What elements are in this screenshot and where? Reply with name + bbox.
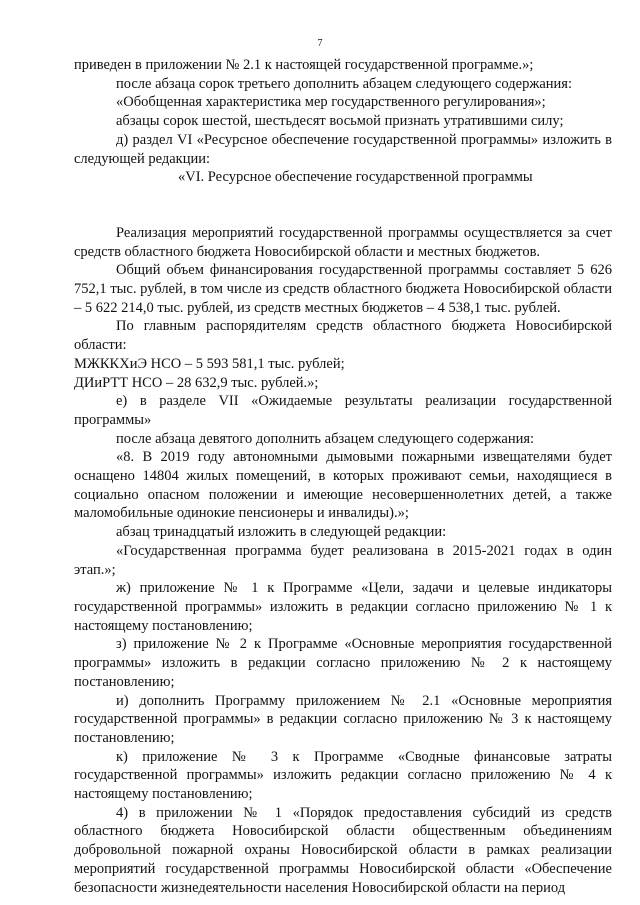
- paragraph: д) раздел VI «Ресурсное обеспечение государственной программы» изложить в следующей редакции:: [74, 131, 612, 167]
- paragraph: «Обобщенная характеристика мер государственного регулирования»;: [116, 94, 546, 111]
- paragraph: «8. В 2019 году автономными дымовыми пожарными извещателями будет оснащено 14804 жилых помещений, в которых проживают семьи, находящиеся в социально опасном положении и имеющие несовершеннолетних детей, а также маломобильные одинокие пенсионеры и инвалиды).»;: [74, 449, 612, 522]
- paragraph: МЖККХиЭ НСО – 5 593 581,1 тыс. рублей;: [74, 355, 345, 372]
- paragraph: к) приложение № 3 к Программе «Сводные финансовые затраты государственной программы» изложить редакции согласно приложению № 4 к настоящему постановлению;: [74, 748, 612, 803]
- paragraph: з) приложение № 2 к Программе «Основные мероприятия государственной программы» изложить в редакции согласно приложению № 2 к настоящему постановлению;: [74, 636, 612, 690]
- paragraph: ж) приложение № 1 к Программе «Цели, задачи и целевые индикаторы государственной программы» изложить в редакции согласно приложению № 1 к настоящему постановлению;: [74, 580, 612, 634]
- page-number: 7: [317, 38, 323, 49]
- paragraph: абзац тринадцатый изложить в следующей редакции:: [116, 524, 447, 541]
- paragraph: «Государственная программа будет реализована в 2015-2021 годах в один этап.»;: [74, 542, 612, 578]
- paragraph: приведен в приложении № 2.1 к настоящей государственной программе.»;: [74, 57, 534, 73]
- paragraph: ДИиРТТ НСО – 28 632,9 тыс. рублей.»;: [74, 374, 319, 391]
- paragraph: Общий объем финансирования государственной программы составляет 5 626 752,1 тыс. рублей, в том числе из средств областного бюджета Новосибирской области – 5 622 214,0 тыс. рублей, из средств местных бюджетов – 4 538,1 тыс. рублей.: [74, 262, 612, 316]
- section-heading: «VI. Ресурсное обеспечение государственной программы: [178, 169, 533, 186]
- spacer: [74, 187, 612, 224]
- paragraph: абзацы сорок шестой, шестьдесят восьмой признать утратившими силу;: [116, 113, 564, 130]
- paragraph: после абзаца сорок третьего дополнить абзацем следующего содержания:: [116, 75, 572, 92]
- paragraph: По главным распорядителям средств областного бюджета Новосибирской области:: [74, 318, 612, 354]
- paragraph: 4) в приложении № 1 «Порядок предоставления субсидий из средств областного бюджета Новосибирской области общественным объединениям добровольной пожарной охраны Новосибирской области в рамках реализации мероприятий государственной программы Новосибирской области «Обеспечение безопасности жизнедеятельности населения Новосибирской области на период: [74, 804, 612, 896]
- document-body: [74, 56, 612, 897]
- paragraph: после абзаца девятого дополнить абзацем следующего содержания:: [116, 430, 535, 447]
- paragraph: е) в разделе VII «Ожидаемые результаты реализации государственной программы»: [74, 393, 612, 428]
- paragraph: Реализация мероприятий государственной программы осуществляется за счет средств областного бюджета Новосибирской области и местных бюджетов.: [74, 224, 612, 260]
- paragraph: и) дополнить Программу приложением № 2.1 «Основные мероприятия государственной программы» в редакции согласно приложению № 3 к настоящему постановлению;: [74, 692, 612, 746]
